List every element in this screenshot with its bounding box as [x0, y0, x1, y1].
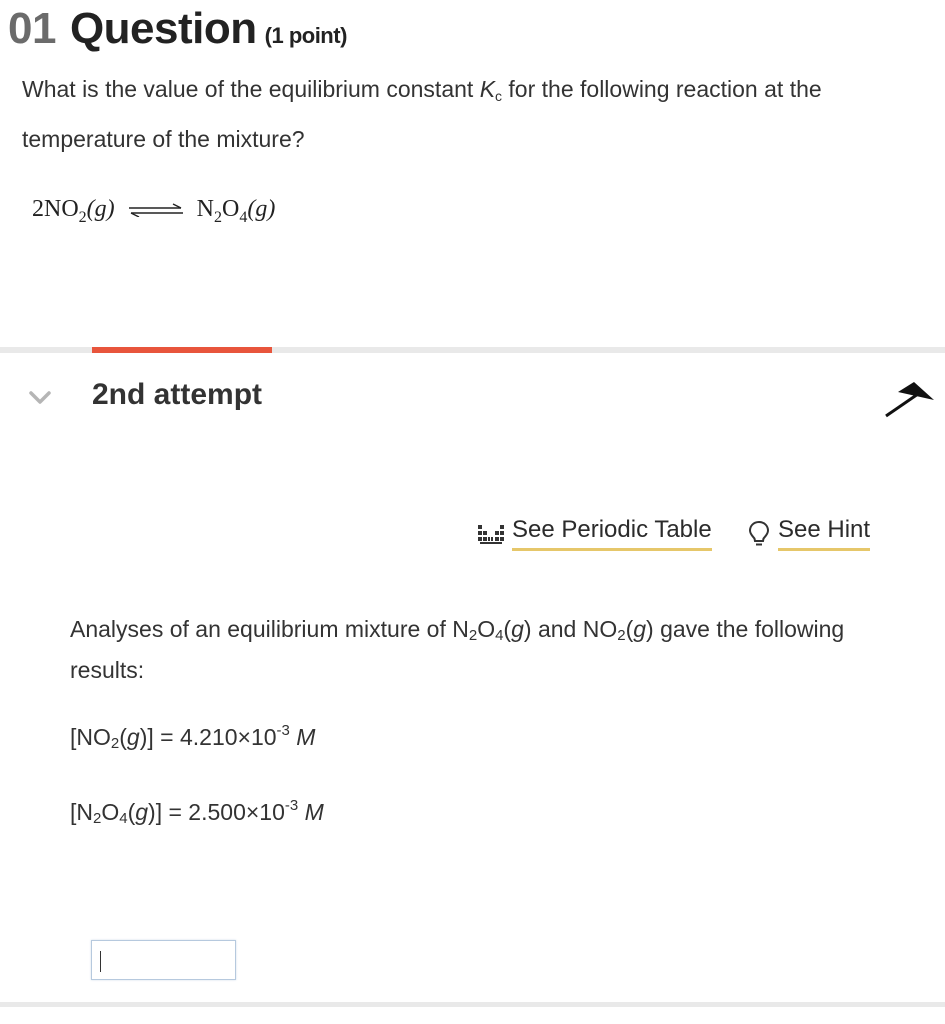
- bottom-divider: [0, 1002, 945, 1007]
- analysis-text: Analyses of an equilibrium mixture of $N_2O_4(g)$ and $NO_2(g)$ gave the following results:: [70, 616, 845, 683]
- question-header: [8, 4, 347, 54]
- concentration-no2: $[NO_2(g)] = 4.210\times 10^{-3}$ M: [70, 722, 316, 752]
- hint-link[interactable]: [748, 516, 870, 551]
- question-number: 01: [8, 4, 56, 53]
- k-symbol: K: [479, 76, 496, 102]
- text-caret: [100, 951, 101, 972]
- periodic-table-icon: [478, 523, 504, 545]
- attempt-progress-bar: [92, 347, 272, 353]
- question-title: Question: [69, 4, 257, 53]
- question-prompt: What is the value of the equilibrium constant $K_c$ for the following reaction at the temperature of the mixture?: [22, 76, 822, 152]
- equilibrium-arrow-icon: [127, 203, 185, 217]
- collapse-chevron-icon[interactable]: [28, 390, 52, 406]
- lightbulb-icon: [748, 520, 770, 548]
- cursor-arrow-icon: [884, 380, 936, 418]
- hint-label[interactable]: See Hint: [778, 516, 870, 551]
- reaction-equation: $2NO_2(g)$ $N_2O_4(g)$: [32, 196, 276, 226]
- periodic-table-label[interactable]: See Periodic Table: [512, 516, 712, 551]
- periodic-table-link[interactable]: [478, 516, 712, 551]
- concentration-n2o4: $[N_2O_4(g)] = 2.500\times 10^{-3}$ M: [70, 797, 324, 827]
- answer-input[interactable]: [91, 940, 236, 980]
- attempt-label: 2nd attempt: [92, 378, 263, 411]
- question-points: (1 point): [264, 23, 347, 48]
